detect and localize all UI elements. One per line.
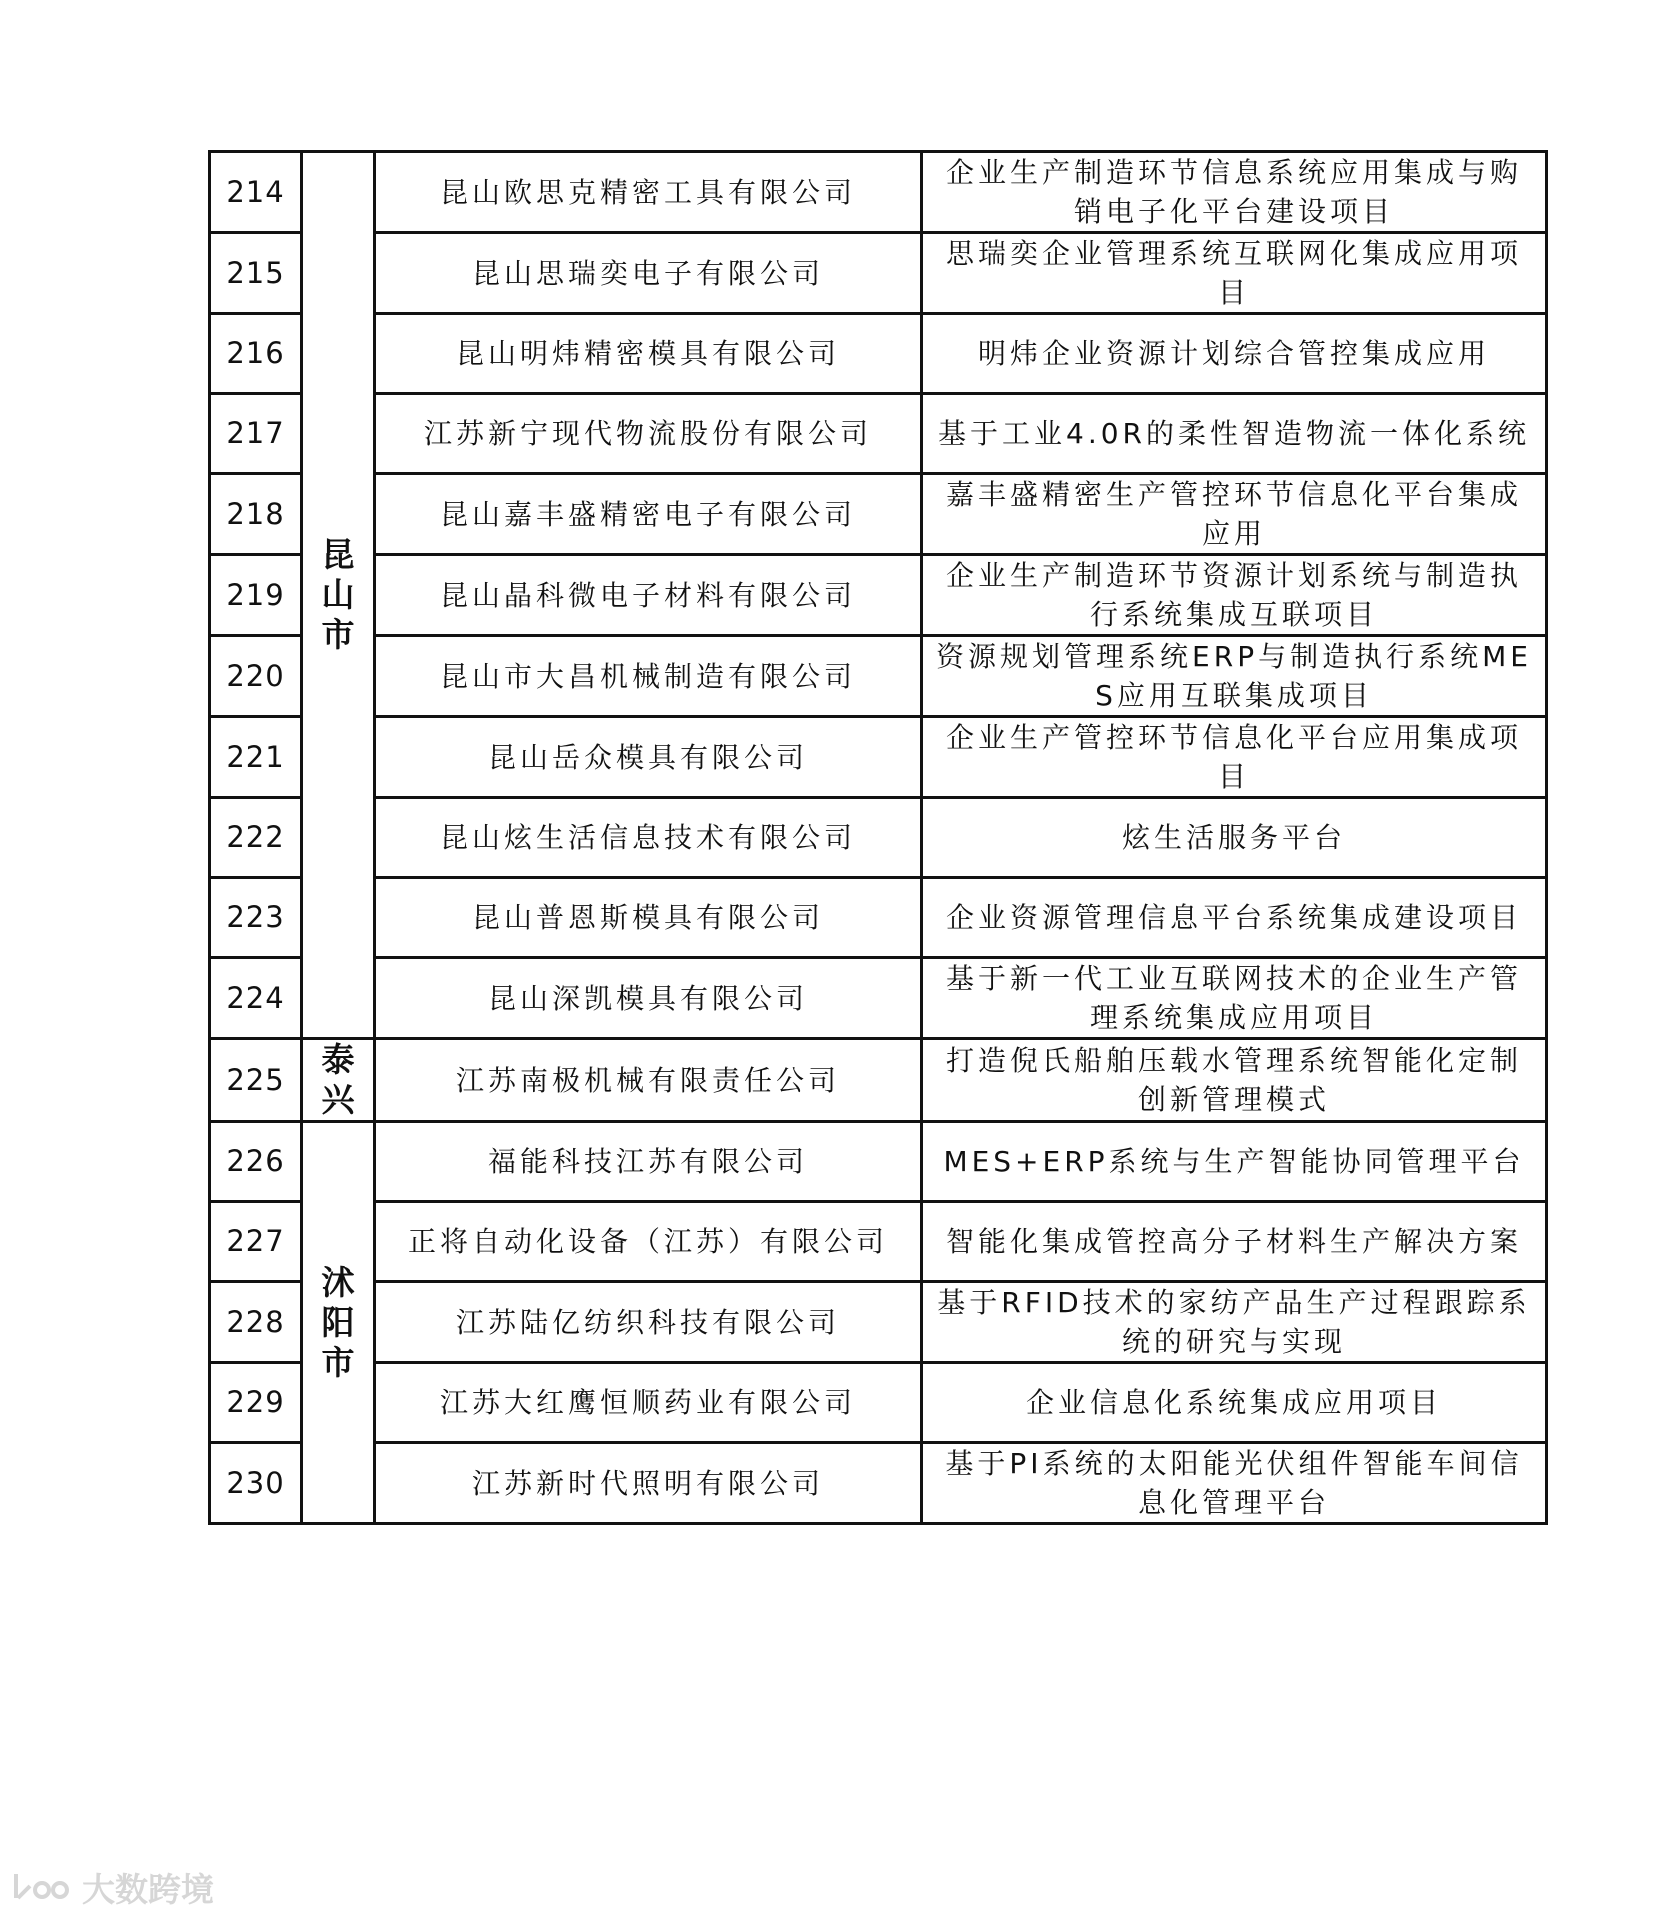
- project-name: 打造倪氏船舶压载水管理系统智能化定制创新管理模式: [922, 1039, 1547, 1122]
- project-name: 基于工业4.0R的柔性智造物流一体化系统: [922, 394, 1547, 474]
- table-row: [210, 233, 1547, 314]
- row-number: 219: [210, 555, 302, 636]
- region-cell: [302, 1039, 375, 1122]
- table-row: [210, 314, 1547, 394]
- project-name: 智能化集成管控高分子材料生产解决方案: [922, 1202, 1547, 1282]
- table-row: [210, 555, 1547, 636]
- table-body: [210, 152, 1547, 1524]
- company-name: 昆山明炜精密模具有限公司: [375, 314, 922, 394]
- region-label: 沭阳市: [321, 1262, 355, 1382]
- project-name: 资源规划管理系统ERP与制造执行系统MES应用互联集成项目: [922, 636, 1547, 717]
- row-number: 220: [210, 636, 302, 717]
- table-row: [210, 1202, 1547, 1282]
- table-row: [210, 1363, 1547, 1443]
- table-row: [210, 636, 1547, 717]
- row-number: 215: [210, 233, 302, 314]
- table-row: [210, 1122, 1547, 1202]
- project-name: 思瑞奕企业管理系统互联网化集成应用项目: [922, 233, 1547, 314]
- watermark-text: 大数跨境: [82, 1869, 214, 1909]
- company-name: 昆山岳众模具有限公司: [375, 717, 922, 798]
- project-name: 基于PI系统的太阳能光伏组件智能车间信息化管理平台: [922, 1443, 1547, 1524]
- project-name: 企业信息化系统集成应用项目: [922, 1363, 1547, 1443]
- company-name: 昆山思瑞奕电子有限公司: [375, 233, 922, 314]
- row-number: 224: [210, 958, 302, 1039]
- project-name: 基于RFID技术的家纺产品生产过程跟踪系统的研究与实现: [922, 1282, 1547, 1363]
- row-number: 223: [210, 878, 302, 958]
- table-row: [210, 394, 1547, 474]
- company-name: 江苏新宁现代物流股份有限公司: [375, 394, 922, 474]
- company-name: 昆山晶科微电子材料有限公司: [375, 555, 922, 636]
- region-label: 泰兴: [321, 1040, 355, 1119]
- company-name: 江苏南极机械有限责任公司: [375, 1039, 922, 1122]
- row-number: 217: [210, 394, 302, 474]
- row-number: 227: [210, 1202, 302, 1282]
- table-row: [210, 717, 1547, 798]
- company-name: 昆山市大昌机械制造有限公司: [375, 636, 922, 717]
- row-number: 225: [210, 1039, 302, 1122]
- company-name: 昆山欧思克精密工具有限公司: [375, 152, 922, 233]
- project-name: 企业生产制造环节资源计划系统与制造执行系统集成互联项目: [922, 555, 1547, 636]
- row-number: 214: [210, 152, 302, 233]
- row-number: 228: [210, 1282, 302, 1363]
- table-row: [210, 1039, 1547, 1122]
- project-name: 明炜企业资源计划综合管控集成应用: [922, 314, 1547, 394]
- company-name: 昆山嘉丰盛精密电子有限公司: [375, 474, 922, 555]
- company-name: 江苏新时代照明有限公司: [375, 1443, 922, 1524]
- row-number: 216: [210, 314, 302, 394]
- table-row: [210, 1443, 1547, 1524]
- row-number: 226: [210, 1122, 302, 1202]
- watermark: [8, 1868, 214, 1909]
- table-row: [210, 878, 1547, 958]
- company-name: 福能科技江苏有限公司: [375, 1122, 922, 1202]
- company-name: 江苏陆亿纺织科技有限公司: [375, 1282, 922, 1363]
- table-row: [210, 152, 1547, 233]
- project-name: 企业生产管控环节信息化平台应用集成项目: [922, 717, 1547, 798]
- table-row: [210, 1282, 1547, 1363]
- row-number: 230: [210, 1443, 302, 1524]
- company-name: 昆山炫生活信息技术有限公司: [375, 798, 922, 878]
- table-row: [210, 798, 1547, 878]
- project-name: MES+ERP系统与生产智能协同管理平台: [922, 1122, 1547, 1202]
- company-name: 正将自动化设备（江苏）有限公司: [375, 1202, 922, 1282]
- project-name: 炫生活服务平台: [922, 798, 1547, 878]
- region-cell: [302, 152, 375, 1039]
- region-label: 昆山市: [321, 535, 355, 654]
- company-name: 江苏大红鹰恒顺药业有限公司: [375, 1363, 922, 1443]
- row-number: 218: [210, 474, 302, 555]
- project-name: 企业生产制造环节信息系统应用集成与购销电子化平台建设项目: [922, 152, 1547, 233]
- project-name: 基于新一代工业互联网技术的企业生产管理系统集成应用项目: [922, 958, 1547, 1039]
- row-number: 229: [210, 1363, 302, 1443]
- table-row: [210, 958, 1547, 1039]
- row-number: 221: [210, 717, 302, 798]
- company-name: 昆山深凯模具有限公司: [375, 958, 922, 1039]
- project-list-table: [208, 150, 1548, 1525]
- company-name: 昆山普恩斯模具有限公司: [375, 878, 922, 958]
- project-name: 嘉丰盛精密生产管控环节信息化平台集成应用: [922, 474, 1547, 555]
- project-name: 企业资源管理信息平台系统集成建设项目: [922, 878, 1547, 958]
- row-number: 222: [210, 798, 302, 878]
- kuajing-logo-icon: [8, 1868, 78, 1906]
- region-cell: [302, 1122, 375, 1524]
- table-row: [210, 474, 1547, 555]
